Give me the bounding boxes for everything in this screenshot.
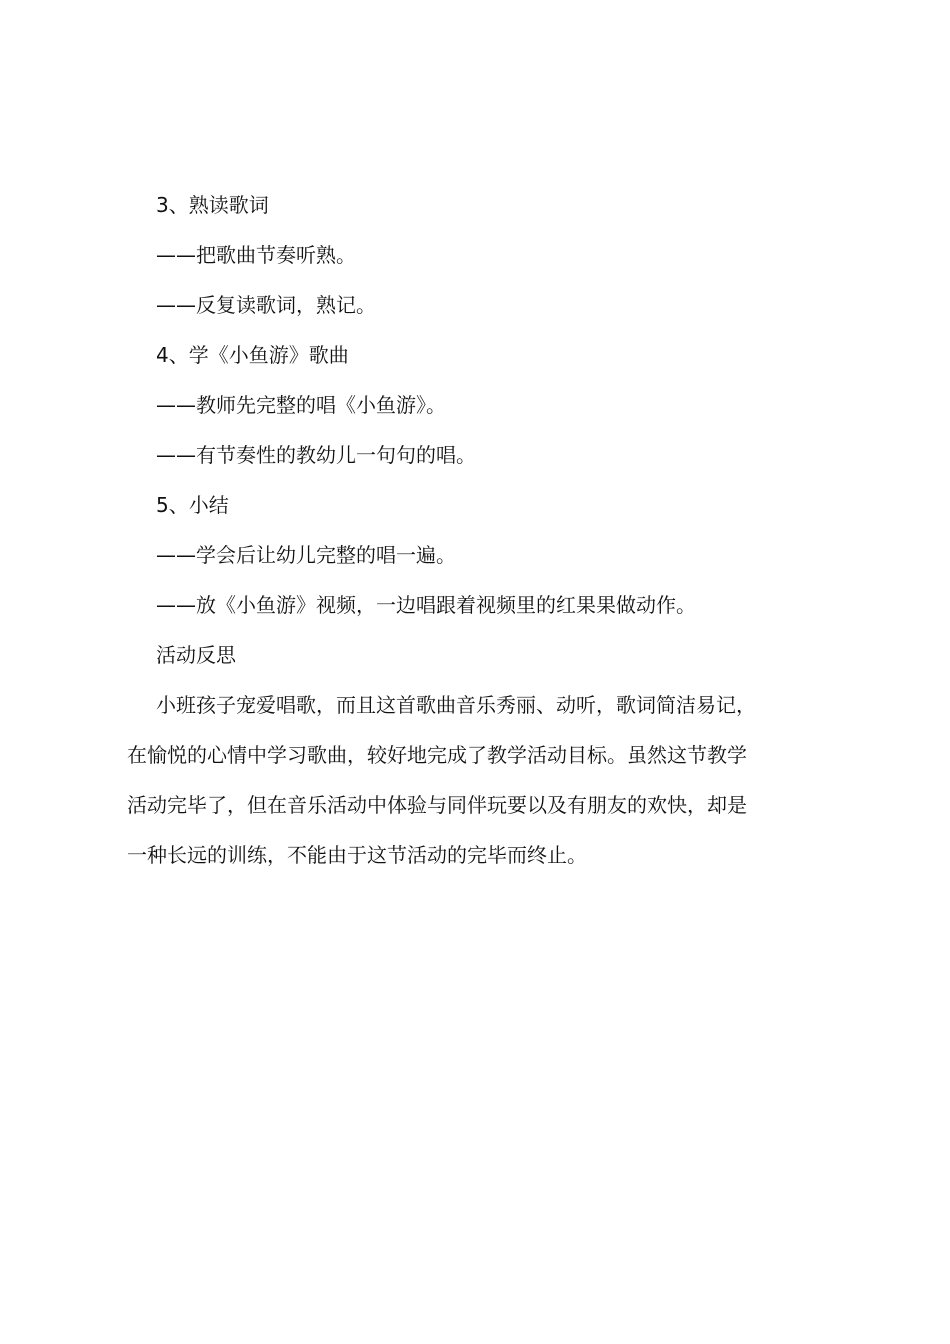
document-body (127, 180, 833, 880)
list-item: ——把歌曲节奏听熟。 (156, 243, 356, 267)
reflection-line: 小班孩子宠爱唱歌，而且这首歌曲音乐秀丽、动听，歌词简洁易记， (156, 693, 756, 717)
section-heading-3: 3、熟读歌词 (156, 193, 269, 217)
section-heading-5: 5、小结 (156, 493, 229, 517)
list-item: ——反复读歌词，熟记。 (156, 293, 376, 317)
section-heading-4: 4、学《小鱼游》歌曲 (156, 343, 349, 367)
list-item: ——有节奏性的教幼儿一句句的唱。 (156, 443, 476, 467)
reflection-paragraph (127, 680, 833, 880)
reflection-line: 活动完毕了，但在音乐活动中体验与同伴玩要以及有朋友的欢快，却是 (127, 793, 747, 817)
list-item: ——放《小鱼游》视频，一边唱跟着视频里的红果果做动作。 (156, 593, 696, 617)
list-item: ——学会后让幼儿完整的唱一遍。 (156, 543, 456, 567)
reflection-line: 在愉悦的心情中学习歌曲，较好地完成了教学活动目标。虽然这节教学 (127, 743, 747, 767)
list-item: ——教师先完整的唱《小鱼游》。 (156, 393, 446, 417)
reflection-line: 一种长远的训练，不能由于这节活动的完毕而终止。 (127, 843, 587, 867)
reflection-heading: 活动反思 (156, 643, 236, 667)
